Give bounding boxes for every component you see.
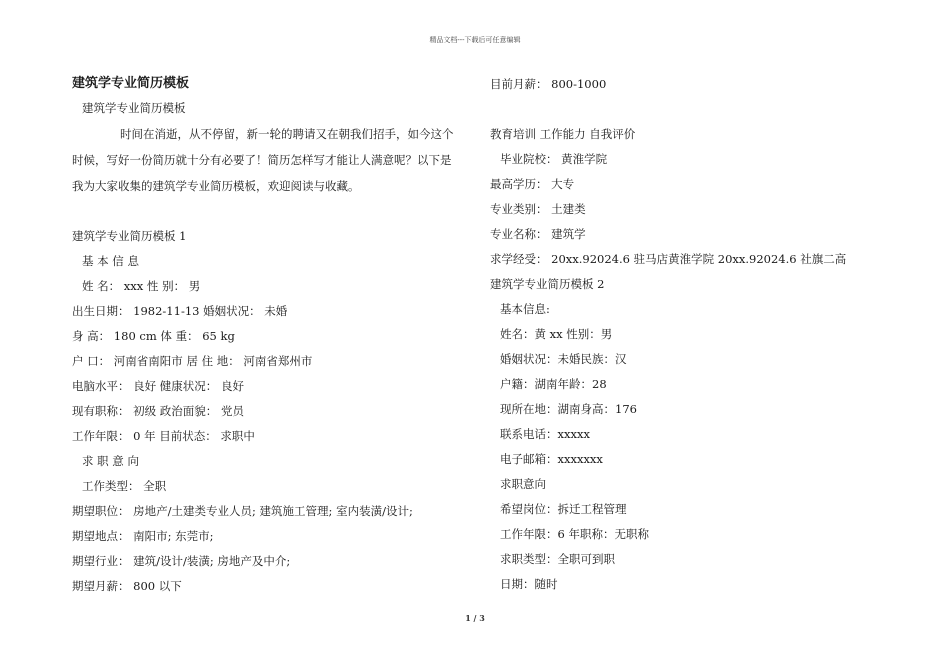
left-line: 基 本 信 息 [82, 254, 139, 268]
left-line: 姓 名： xxx 性 别： 男 [82, 279, 201, 293]
right-line: 姓名：黄 xx 性别：男 [500, 327, 613, 341]
page-number: 1 / 3 [465, 613, 485, 623]
right-line: 电子邮箱：xxxxxxx [500, 452, 603, 466]
right-line: 联系电话：xxxxx [500, 427, 590, 441]
document-subtitle: 建筑学专业简历模板 [82, 101, 186, 115]
right-line: 户籍：湖南年龄：28 [500, 377, 607, 391]
left-lines [72, 224, 472, 599]
left-line: 电脑水平： 良好 健康状况： 良好 [72, 379, 244, 393]
left-line: 出生日期： 1982-11-13 婚姻状况： 未婚 [72, 304, 288, 318]
page-header: 精品文档---下载后可任意编辑 [429, 36, 521, 44]
right-column [490, 72, 910, 597]
right-line: 专业名称： 建筑学 [490, 227, 586, 241]
left-line: 身 高： 180 cm 体 重： 65 kg [72, 329, 235, 343]
right-line: 求职意向 [500, 477, 546, 491]
right-line: 现所在地：湖南身高：176 [500, 402, 637, 416]
right-line: 最高学历： 大专 [490, 177, 575, 191]
left-line: 现有职称： 初级 政治面貌： 党员 [72, 404, 244, 418]
right-line: 日期：随时 [500, 577, 558, 591]
spacer [490, 97, 910, 122]
spacer [72, 199, 472, 224]
intro-paragraph: 时间在消逝，从不停留，新一轮的聘请又在朝我们招手，如今这个时候，写好一份简历就十分有必要了！简历怎样写才能让人满意呢？以下是我为大家收集的建筑学专业简历模板，欢迎阅读与收藏。 [72, 127, 454, 193]
left-line: 求 职 意 向 [82, 454, 139, 468]
right-line: 教育培训 工作能力 自我评价 [490, 127, 636, 141]
left-line: 户 口： 河南省南阳市 居 住 地： 河南省郑州市 [72, 354, 313, 368]
right-line: 求学经受： 20xx.92024.6 驻马店黄淮学院 20xx.92024.6 社旗二高 [490, 252, 847, 266]
right-lines [490, 72, 910, 597]
right-line: 婚姻状况：未婚民族：汉 [500, 352, 627, 366]
right-line: 专业类别： 土建类 [490, 202, 586, 216]
right-line: 建筑学专业简历模板 2 [490, 277, 605, 291]
right-line: 目前月薪： 800-1000 [490, 77, 607, 91]
document-title: 建筑学专业简历模板 [72, 76, 190, 91]
left-line: 工作年限： 0 年 目前状态： 求职中 [72, 429, 255, 443]
left-line: 建筑学专业简历模板 1 [72, 229, 187, 243]
right-line: 希望岗位：拆迁工程管理 [500, 502, 627, 516]
left-line: 期望职位： 房地产/土建类专业人员; 建筑施工管理; 室内装潢/设计; [72, 504, 413, 518]
left-line: 工作类型： 全职 [82, 479, 167, 493]
left-line: 期望行业： 建筑/设计/装潢; 房地产及中介; [72, 554, 291, 568]
left-line: 期望月薪： 800 以下 [72, 579, 182, 593]
right-line: 毕业院校： 黄淮学院 [500, 152, 608, 166]
left-column [72, 72, 472, 599]
left-line: 期望地点： 南阳市; 东莞市; [72, 529, 214, 543]
right-line: 求职类型：全职可到职 [500, 552, 615, 566]
right-line: 工作年限：6 年职称：无职称 [500, 527, 649, 541]
right-line: 基本信息: [500, 302, 550, 316]
